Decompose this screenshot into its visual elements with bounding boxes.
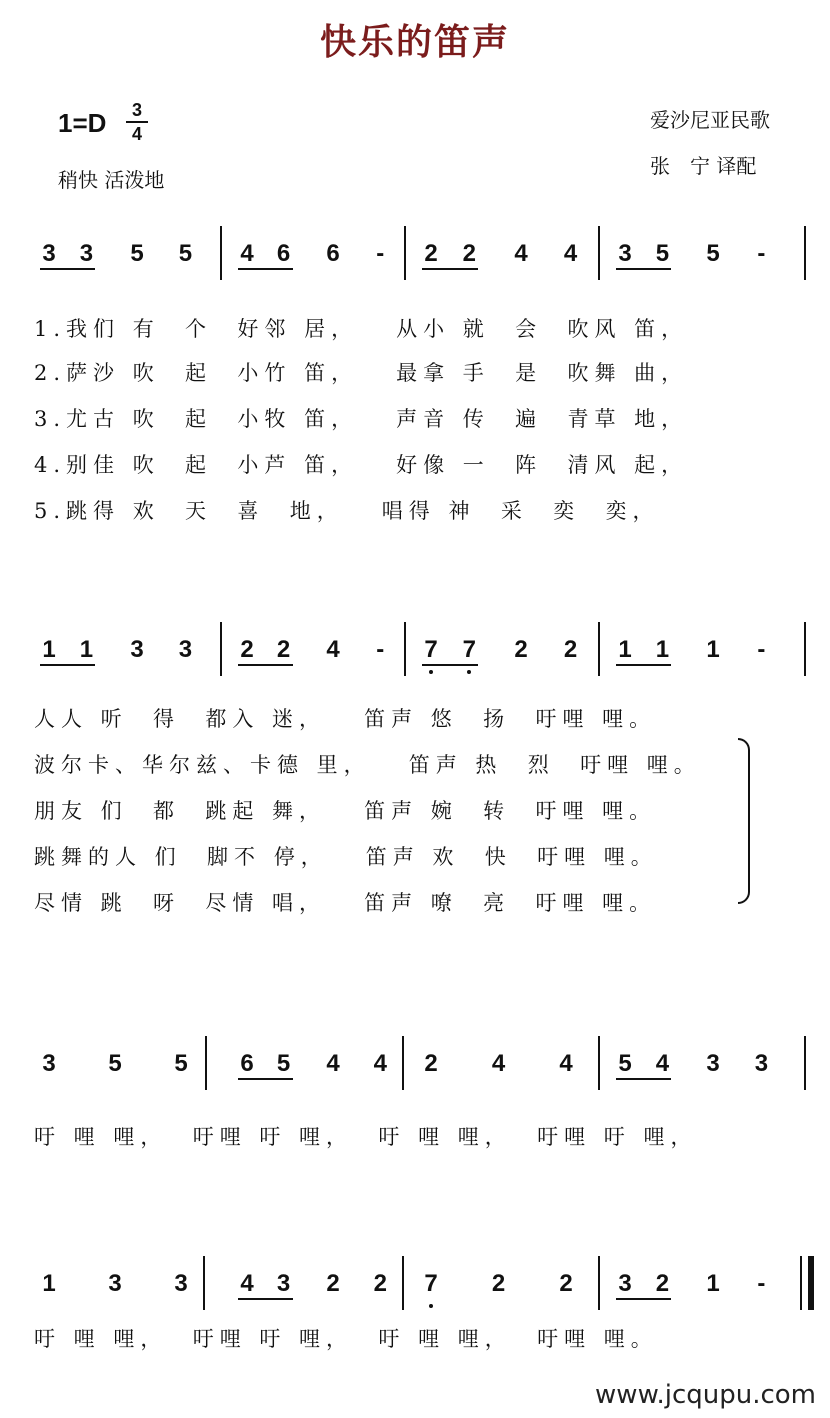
note: 4 xyxy=(373,1050,387,1077)
note: 4 xyxy=(240,240,254,267)
note: 4 xyxy=(655,1050,670,1077)
final-barline xyxy=(808,1256,814,1310)
lyric-line: 跳舞的人 们 脚不 停， 笛声 欢 快 吁哩 哩。 xyxy=(34,845,658,869)
time-signature-divider xyxy=(126,121,148,123)
lyric-line: 尽情 跳 呀 尽情 唱， 笛声 嘹 亮 吁哩 哩。 xyxy=(34,891,657,915)
time-signature xyxy=(126,100,148,144)
barline xyxy=(205,1036,207,1090)
eighth-note-beam xyxy=(238,1078,293,1080)
dash: - xyxy=(757,1270,766,1297)
barline xyxy=(404,226,406,280)
song-title: 快乐的笛声 xyxy=(319,22,510,63)
note: 4 xyxy=(563,240,578,267)
note: 7 xyxy=(424,636,438,663)
note: 1 xyxy=(618,636,632,663)
barline xyxy=(220,226,222,280)
site-watermark: www.jcqupu.com xyxy=(595,1380,816,1410)
note: 1 xyxy=(79,636,94,663)
eighth-note-beam xyxy=(238,268,293,270)
note: 3 xyxy=(130,636,144,663)
note: 1 xyxy=(706,1270,720,1297)
note: 2 xyxy=(462,240,476,267)
note: 3 xyxy=(754,1050,769,1077)
note: 4 xyxy=(491,1050,506,1077)
barline xyxy=(598,1036,600,1090)
lyric-line: 人人 听 得 都入 迷， 笛声 悠 扬 吁哩 哩。 xyxy=(34,707,657,731)
lyric-line: 波尔卡、华尔兹、卡德 里， 笛声 热 烈 吁哩 哩。 xyxy=(34,753,701,777)
barline xyxy=(804,1036,806,1090)
note: 2 xyxy=(424,1050,438,1077)
barline xyxy=(598,226,600,280)
note: 5 xyxy=(174,1050,188,1077)
note: 2 xyxy=(424,240,438,267)
note: 3 xyxy=(618,240,632,267)
dash: - xyxy=(376,636,385,663)
note: 3 xyxy=(276,1270,291,1297)
note: 3 xyxy=(174,1270,188,1297)
note: 2 xyxy=(655,1270,670,1297)
note: 4 xyxy=(326,636,340,663)
note: 5 xyxy=(130,240,144,267)
eighth-note-beam xyxy=(422,268,478,270)
lyric-line: 5.跳得 欢 天 喜 地， 唱得 神 采 奕 奕， xyxy=(34,499,660,523)
note: 2 xyxy=(326,1270,340,1297)
note: 3 xyxy=(178,636,193,663)
dash: - xyxy=(757,636,766,663)
note: 6 xyxy=(276,240,291,267)
eighth-note-beam xyxy=(616,268,671,270)
eighth-note-beam xyxy=(238,664,293,666)
lyric-line: 2.萨沙 吹 起 小竹 笛， 最拿 手 是 吹舞 曲， xyxy=(34,361,689,385)
barline xyxy=(598,622,600,676)
low-octave-dot xyxy=(429,1304,433,1308)
barline xyxy=(800,1256,802,1310)
time-signature-top: 3 xyxy=(131,100,142,120)
eighth-note-beam xyxy=(422,664,478,666)
note: 3 xyxy=(42,240,56,267)
note: 1 xyxy=(42,1270,56,1297)
eighth-note-beam xyxy=(616,1078,671,1080)
note: 5 xyxy=(655,240,670,267)
note: 4 xyxy=(514,240,528,267)
note: 3 xyxy=(79,240,94,267)
note: 5 xyxy=(178,240,193,267)
lyric-line: 1.我们 有 个 好邻 居， 从小 就 会 吹风 笛， xyxy=(34,317,689,341)
note: 4 xyxy=(240,1270,254,1297)
low-octave-dot xyxy=(467,670,471,674)
tempo-marking: 稍快 活泼地 xyxy=(58,168,165,192)
low-octave-dot xyxy=(429,670,433,674)
note: 1 xyxy=(42,636,56,663)
note: 5 xyxy=(618,1050,632,1077)
note: 2 xyxy=(563,636,578,663)
lyric-line: 吁 哩 哩， 吁哩 吁 哩， 吁 哩 哩， 吁哩 哩。 xyxy=(34,1327,658,1351)
barline xyxy=(203,1256,205,1310)
barline xyxy=(404,622,406,676)
eighth-note-beam xyxy=(616,664,671,666)
note: 2 xyxy=(514,636,528,663)
barline xyxy=(804,226,806,280)
note: 5 xyxy=(706,240,720,267)
eighth-note-beam xyxy=(238,1298,293,1300)
verse-bracket xyxy=(738,738,750,904)
note: 6 xyxy=(326,240,340,267)
note: 7 xyxy=(462,636,476,663)
lyric-line: 吁 哩 哩， 吁哩 吁 哩， 吁 哩 哩， 吁哩 吁 哩， xyxy=(34,1125,698,1149)
note: 1 xyxy=(706,636,720,663)
note: 2 xyxy=(240,636,254,663)
lyric-line: 3.尤古 吹 起 小牧 笛， 声音 传 遍 青草 地， xyxy=(34,407,689,431)
time-signature-bottom: 4 xyxy=(131,124,142,144)
translator-credit: 张 宁 译配 xyxy=(650,154,757,178)
barline xyxy=(598,1256,600,1310)
origin-credit: 爱沙尼亚民歌 xyxy=(650,108,770,132)
note: 5 xyxy=(276,1050,291,1077)
note: 5 xyxy=(108,1050,122,1077)
eighth-note-beam xyxy=(40,268,95,270)
note: 4 xyxy=(559,1050,573,1077)
dash: - xyxy=(757,240,766,267)
eighth-note-beam xyxy=(616,1298,671,1300)
barline xyxy=(402,1256,404,1310)
note: 6 xyxy=(240,1050,254,1077)
note: 2 xyxy=(276,636,291,663)
note: 3 xyxy=(42,1050,56,1077)
note: 3 xyxy=(706,1050,720,1077)
eighth-note-beam xyxy=(40,664,95,666)
key-signature: 1=D xyxy=(58,108,107,138)
lyric-line: 4.别佳 吹 起 小芦 笛， 好像 一 阵 清风 起， xyxy=(34,453,689,477)
note: 3 xyxy=(618,1270,632,1297)
barline xyxy=(402,1036,404,1090)
note: 2 xyxy=(491,1270,506,1297)
note: 3 xyxy=(108,1270,122,1297)
note: 4 xyxy=(326,1050,340,1077)
dash: - xyxy=(376,240,385,267)
note: 2 xyxy=(373,1270,387,1297)
note: 2 xyxy=(559,1270,573,1297)
barline xyxy=(804,622,806,676)
note: 7 xyxy=(424,1270,438,1297)
barline xyxy=(220,622,222,676)
note: 1 xyxy=(655,636,670,663)
lyric-line: 朋友 们 都 跳起 舞， 笛声 婉 转 吁哩 哩。 xyxy=(34,799,657,823)
